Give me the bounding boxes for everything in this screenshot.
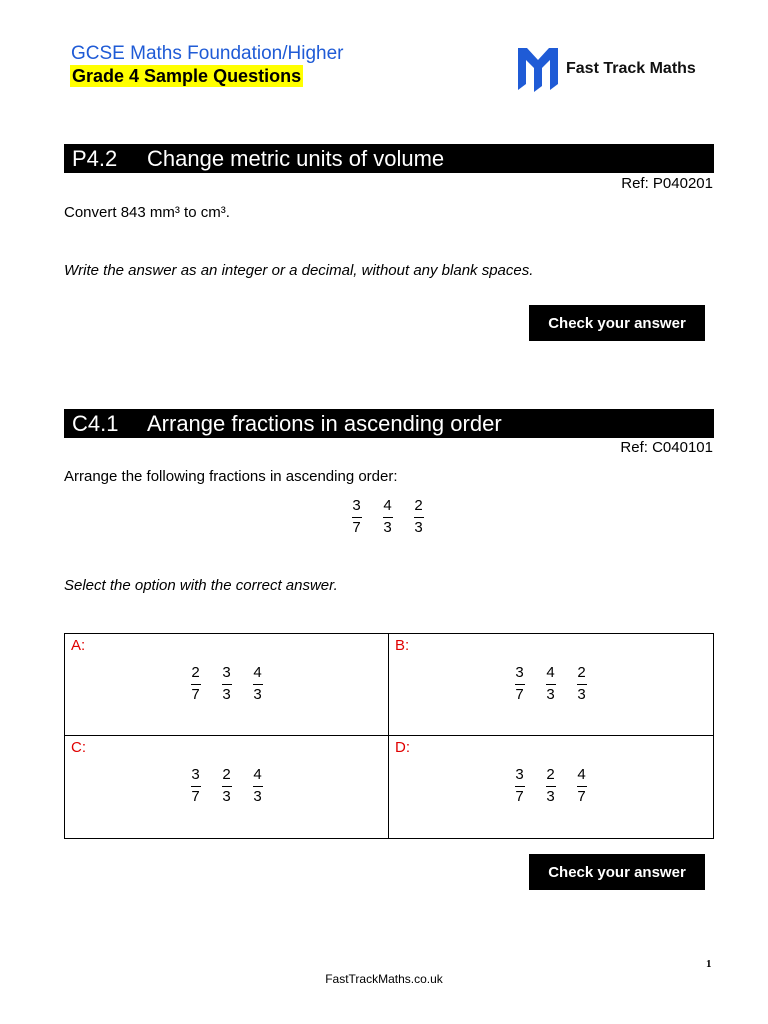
denominator: 3 xyxy=(546,788,555,805)
denominator: 7 xyxy=(191,788,200,805)
question-ref: Ref: C040101 xyxy=(620,439,713,456)
brand-logo xyxy=(516,44,696,94)
section-code: P4.2 xyxy=(72,146,118,171)
fraction xyxy=(211,664,242,704)
question-instruction: Write the answer as an integer or a decimal, without any blank spaces. xyxy=(64,262,534,279)
option-label: B: xyxy=(395,637,410,654)
fraction-bar xyxy=(546,684,556,685)
section-header-p4-2 xyxy=(64,144,714,173)
section-title: Arrange fractions in ascending order xyxy=(147,411,502,436)
denominator: 3 xyxy=(383,519,392,536)
question-text: Convert 843 mm³ to cm³. xyxy=(64,204,230,221)
fraction-bar xyxy=(253,684,263,685)
denominator: 3 xyxy=(546,686,555,703)
numerator: 3 xyxy=(515,766,524,783)
question-ref: Ref: P040201 xyxy=(621,175,713,192)
fraction xyxy=(504,766,535,806)
denominator: 7 xyxy=(515,686,524,703)
fraction xyxy=(535,664,566,704)
option-label: C: xyxy=(71,739,86,756)
option-d[interactable] xyxy=(389,736,713,838)
denominator: 3 xyxy=(253,788,262,805)
section-title: Change metric units of volume xyxy=(147,146,445,171)
fraction-bar xyxy=(515,684,525,685)
question-text: Arrange the following fractions in ascending order: xyxy=(64,468,398,485)
fraction-bar xyxy=(383,517,393,518)
fraction xyxy=(180,664,211,704)
question-instruction: Select the option with the correct answer. xyxy=(64,577,338,594)
numerator: 3 xyxy=(515,664,524,681)
numerator: 2 xyxy=(414,497,423,514)
numerator: 4 xyxy=(546,664,555,681)
denominator: 3 xyxy=(577,686,586,703)
fraction xyxy=(566,766,597,806)
numerator: 2 xyxy=(577,664,586,681)
fast-track-maths-logo-icon xyxy=(516,44,560,94)
fraction-bar xyxy=(414,517,424,518)
fraction xyxy=(566,664,597,704)
denominator: 7 xyxy=(352,519,361,536)
numerator: 4 xyxy=(577,766,586,783)
denominator: 7 xyxy=(577,788,586,805)
fraction-bar xyxy=(577,684,587,685)
option-label: A: xyxy=(71,637,86,654)
option-fractions xyxy=(504,664,597,704)
fraction xyxy=(504,664,535,704)
answer-options xyxy=(64,633,714,839)
option-fractions xyxy=(504,766,597,806)
option-label: D: xyxy=(395,739,410,756)
fraction-bar xyxy=(352,517,362,518)
numerator: 3 xyxy=(352,497,361,514)
fraction xyxy=(535,766,566,806)
fraction xyxy=(372,497,403,537)
option-b[interactable] xyxy=(389,634,713,736)
numerator: 3 xyxy=(222,664,231,681)
question-fractions xyxy=(341,497,434,537)
numerator: 4 xyxy=(253,664,262,681)
option-fractions xyxy=(180,664,273,704)
numerator: 2 xyxy=(222,766,231,783)
fraction xyxy=(403,497,434,537)
document-title: GCSE Maths Foundation/Higher xyxy=(71,43,344,64)
footer-url[interactable]: FastTrackMaths.co.uk xyxy=(325,972,443,986)
fraction-bar xyxy=(577,786,587,787)
option-fractions xyxy=(180,766,273,806)
check-answer-button[interactable]: Check your answer xyxy=(529,305,705,341)
fraction xyxy=(211,766,242,806)
numerator: 3 xyxy=(191,766,200,783)
denominator: 3 xyxy=(222,686,231,703)
fraction xyxy=(341,497,372,537)
logo-text: Fast Track Maths xyxy=(566,60,696,77)
fraction xyxy=(242,664,273,704)
page-number: 1 xyxy=(706,958,712,970)
section-header-c4-1 xyxy=(64,409,714,438)
fraction xyxy=(180,766,211,806)
option-a[interactable] xyxy=(65,634,389,736)
denominator: 3 xyxy=(253,686,262,703)
numerator: 2 xyxy=(191,664,200,681)
fraction-bar xyxy=(253,786,263,787)
fraction-bar xyxy=(515,786,525,787)
fraction-bar xyxy=(191,684,201,685)
denominator: 3 xyxy=(414,519,423,536)
fraction-bar xyxy=(546,786,556,787)
fraction xyxy=(242,766,273,806)
fraction-bar xyxy=(222,786,232,787)
fraction-bar xyxy=(222,684,232,685)
numerator: 2 xyxy=(546,766,555,783)
section-code: C4.1 xyxy=(72,411,119,436)
denominator: 7 xyxy=(515,788,524,805)
option-c[interactable] xyxy=(65,736,389,838)
denominator: 3 xyxy=(222,788,231,805)
check-answer-button[interactable]: Check your answer xyxy=(529,854,705,890)
document-subtitle: Grade 4 Sample Questions xyxy=(72,66,302,86)
fraction-bar xyxy=(191,786,201,787)
numerator: 4 xyxy=(253,766,262,783)
denominator: 7 xyxy=(191,686,200,703)
numerator: 4 xyxy=(383,497,392,514)
